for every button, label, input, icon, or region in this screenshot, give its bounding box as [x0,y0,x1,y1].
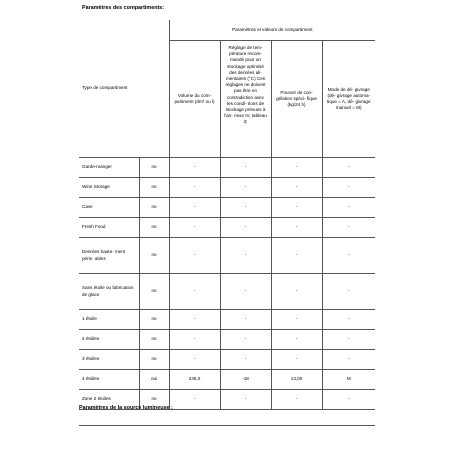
compartment-name: Cave [79,198,139,218]
table-row [79,274,375,310]
temperature-value: -18 [220,370,271,390]
light-source-parameters-heading: Paramètres de la source lumineuse : [79,405,173,411]
volume-value: - [169,390,220,410]
freezing-power-value: - [271,238,322,274]
compartment-present-flag: no [139,178,169,198]
compartment-present-flag: oui [139,370,169,390]
freezing-power-value: - [271,198,322,218]
table-row [79,310,375,330]
defrost-mode-value: - [322,198,375,218]
compartment-name: Fresh Food [79,218,139,238]
temperature-value: - [220,198,271,218]
defrost-mode-value: - [322,218,375,238]
defrost-mode-value: - [322,350,375,370]
compartment-name: Sans étoile ou fabrication de glace [79,274,139,310]
table-row [79,158,375,178]
temperature-value: - [220,390,271,410]
table-row [79,238,375,274]
compartment-present-flag: no [139,274,169,310]
compartment-present-flag: no [139,350,169,370]
freezing-power-value: - [271,158,322,178]
table-row [79,218,375,238]
temperature-value: - [220,158,271,178]
volume-value: - [169,274,220,310]
compartment-present-flag: no [139,158,169,178]
table-row [79,330,375,350]
defrost-mode-value: - [322,274,375,310]
freezing-power-value: - [271,178,322,198]
volume-value: - [169,310,220,330]
defrost-mode-value: - [322,330,375,350]
freezing-power-value: - [271,218,322,238]
defrost-mode-value: - [322,310,375,330]
light-source-table-top-border [79,425,375,426]
freezing-power-value: - [271,274,322,310]
defrost-mode-value: M [322,370,375,390]
compartment-name: 2 étoiles [79,330,139,350]
temperature-column-header: Réglage de tem- pérature recom- mandé pour un stockage optimisé des denrées ali- mentaires (°C) Ces réglages ne doivent pas être en contradiction avec les condi- tions de stockage prévues à l'an- nexe IV, tableau 3; [220,41,271,158]
temperature-value: - [220,218,271,238]
compartment-parameters-heading: Paramètres des compartiments: [82,5,165,11]
table-row [79,350,375,370]
volume-column-header: Volume du com- partiment (dm³ ou l) [169,41,220,158]
volume-value: - [169,178,220,198]
volume-value: - [169,218,220,238]
compartment-name: Denrées haute- ment péris- ables [79,238,139,274]
compartment-present-flag: no [139,218,169,238]
defrost-mode-value: - [322,158,375,178]
compartment-name: Garde-manger [79,158,139,178]
defrost-mode-column-header: Mode de dé- givrage (dé- givrage automa- tique = A, dé- givrage manuel = M) [322,41,375,158]
parameters-group-header: Paramètres et valeurs de compartiment [169,20,375,41]
compartment-name: 4 étoiles [79,370,139,390]
freezing-power-column-header: Pouvoir de con- gélation spéci- fique (kg/24 h) [271,41,322,158]
defrost-mode-value: - [322,238,375,274]
compartment-name: 3 étoiles [79,350,139,370]
table-row [79,178,375,198]
volume-value: - [169,158,220,178]
table-row [79,198,375,218]
volume-value: - [169,330,220,350]
temperature-value: - [220,238,271,274]
compartment-present-flag: no [139,390,169,410]
compartment-present-flag: no [139,310,169,330]
freezing-power-value: - [271,350,322,370]
compartment-type-header: Type de compartiment [79,20,169,158]
compartment-name: Zone 2 étoiles [79,390,139,410]
volume-value: - [169,350,220,370]
compartment-present-flag: no [139,238,169,274]
table-row [79,370,375,390]
table-group-header-row [79,20,375,41]
temperature-value: - [220,330,271,350]
temperature-value: - [220,274,271,310]
temperature-value: - [220,178,271,198]
volume-value: 245,0 [169,370,220,390]
compartment-present-flag: no [139,198,169,218]
freezing-power-value: - [271,310,322,330]
freezing-power-value: - [271,390,322,410]
temperature-value: - [220,350,271,370]
compartment-present-flag: no [139,330,169,350]
volume-value: - [169,238,220,274]
defrost-mode-value: - [322,390,375,410]
freezing-power-value: 13,00 [271,370,322,390]
compartment-name: Wine Storage [79,178,139,198]
freezing-power-value: - [271,330,322,350]
defrost-mode-value: - [322,178,375,198]
temperature-value: - [220,310,271,330]
compartment-name: 1 étoile [79,310,139,330]
volume-value: - [169,198,220,218]
compartment-parameters-table [79,20,375,410]
